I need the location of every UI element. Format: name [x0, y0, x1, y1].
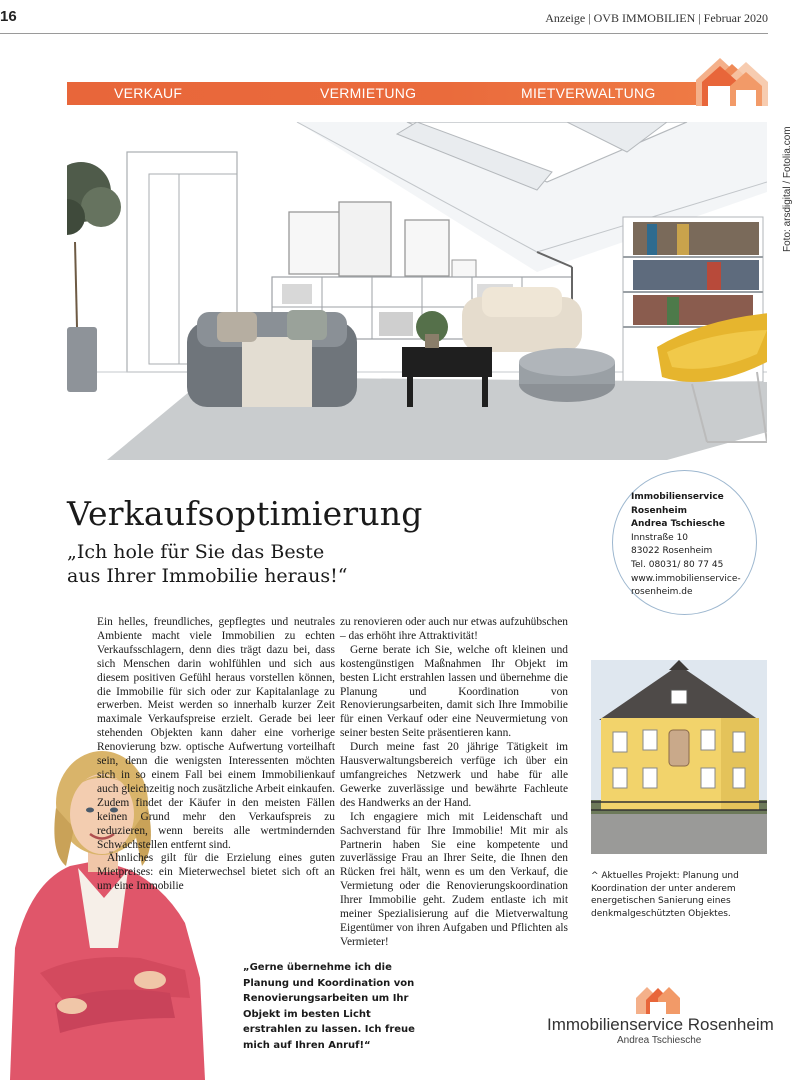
banner-item-verkauf: VERKAUF — [114, 85, 183, 101]
article-paragraph: Ich engagiere mich mit Leidenschaft und Sachverstand für Ihre Immobilie! Mit mir als Partnerin haben Sie eine kompetente und zuverlässige Frau an Ihrer Seite, die Ihnen den Rücken frei hält, wenn es um den Verkauf, die Vermietung oder die Renovierungskoordination Ihrer Immobilie geht. Zudem entlaste ich mit meiner Spezialisierung auf die Mietverwaltung Eigentümer von ihren Aufgaben und Pflichten als Vermieter! — [340, 810, 568, 948]
banner-item-vermietung: VERMIETUNG — [320, 85, 417, 101]
photo-credit: Foto: arsdigital / Fotolia.com — [782, 126, 793, 252]
house-logo-icon — [694, 54, 768, 106]
article-paragraph: Ähnliches gilt für die Erzielung eines guten Mietpreises: ein Mieterwechsel bietet sich oft an um eine Immobilie — [97, 852, 335, 893]
project-building-image — [591, 660, 767, 854]
article-column-1 — [97, 616, 335, 894]
page-number: 16 — [0, 8, 17, 25]
contact-company: Rosenheim — [631, 505, 687, 516]
company-logo-icon — [636, 984, 680, 1014]
service-banner — [67, 82, 699, 105]
contact-city: 83022 Rosenheim — [631, 546, 713, 557]
hero-interior-image — [67, 122, 767, 462]
contact-website: www.immobilienservice- — [631, 573, 741, 584]
contact-person: Andrea Tschiesche — [631, 519, 725, 530]
article-paragraph: zu renovieren oder auch nur etwas aufzuhübschen – das erhöht ihre Attraktivität! — [340, 616, 568, 642]
article-subhead — [67, 540, 507, 588]
subhead-line: aus Ihrer Immobilie heraus!“ — [67, 565, 348, 587]
contact-street: Innstraße 10 — [631, 532, 689, 543]
contact-company: Immobilienservice — [631, 492, 724, 502]
article-headline: Verkaufsoptimierung — [67, 494, 423, 533]
company-logo-person: Andrea Tschiesche — [617, 1035, 702, 1046]
banner-item-mietverwaltung: MIETVERWALTUNG — [521, 85, 656, 101]
article-column-2 — [340, 616, 568, 950]
project-caption: ^ Aktuelles Projekt: Planung und Koordination der unter anderem energetischen Sanierung eines denkmalgeschützten Objektes. — [591, 871, 739, 919]
company-logo-name: Immobilienservice Rosenheim — [547, 1015, 774, 1034]
pull-quote: „Gerne übernehme ich die Planung und Koordination von Renovierungsarbeiten um Ihr Objekt im besten Licht erstrahlen zu lassen. Ich freue mich auf Ihren Anruf!“ — [243, 962, 415, 1051]
article-paragraph: Gerne berate ich Sie, welche oft kleinen und kostengünstigen Maßnahmen Ihr Objekt im besten Licht erstrahlen lassen und übernehme die Planung und Koordination von Renovierungsarbeiten, damit sich Ihre Immobilie für einen Verkauf oder eine Neuvermietung von seiner besten Seite präsentieren kann. — [340, 643, 568, 740]
subhead-line: „Ich hole für Sie das Beste — [67, 541, 325, 563]
contact-info-circle — [612, 470, 757, 615]
contact-phone: Tel. 08031/ 80 77 45 — [631, 559, 724, 570]
article-paragraph: Ein helles, freundliches, gepflegtes und neutrales Ambiente macht viele Immobilien zu echten Verkaufsschlagern, denn dies trägt dazu bei, dass sich Menschen darin wohlfühlen und sich aus diesem positiven Gefühl heraus vorstellen können, die Immobilie für sich oder zur Kapitalanlage zu erwerben. Meist werden so innerhalb kurzer Zeit maximale Verkaufspreise erzielt. Gerade bei leer stehenden Objekten kann daher eine vorherige Renovierung bzw. optische Aufwertung vorteilhaft sein, denn die wenigsten Interessenten möchten sich in so einem Fall bei einem Immobilienkauf auch gleichzeitig noch zusätzliche Arbeit einkaufen. Zudem findet der Käufer in den meisten Fällen keinen Grund mehr den Verkaufspreis zu reduzieren, wenn bereits alle wertmindernden Schwachstellen entfernt sind. — [97, 616, 335, 851]
contact-website: rosenheim.de — [631, 587, 693, 598]
header-divider — [0, 33, 768, 34]
article-paragraph: Durch meine fast 20 jährige Tätigkeit im Hausverwaltungsbereich verfüge ich über ein umfangreiches Netzwerk und habe für alle Gewerke zuverlässige und bewährte Fachleute des Handwerks an der Hand. — [340, 741, 568, 809]
issue-line: Anzeige | OVB IMMOBILIEN | Februar 2020 — [545, 11, 768, 25]
